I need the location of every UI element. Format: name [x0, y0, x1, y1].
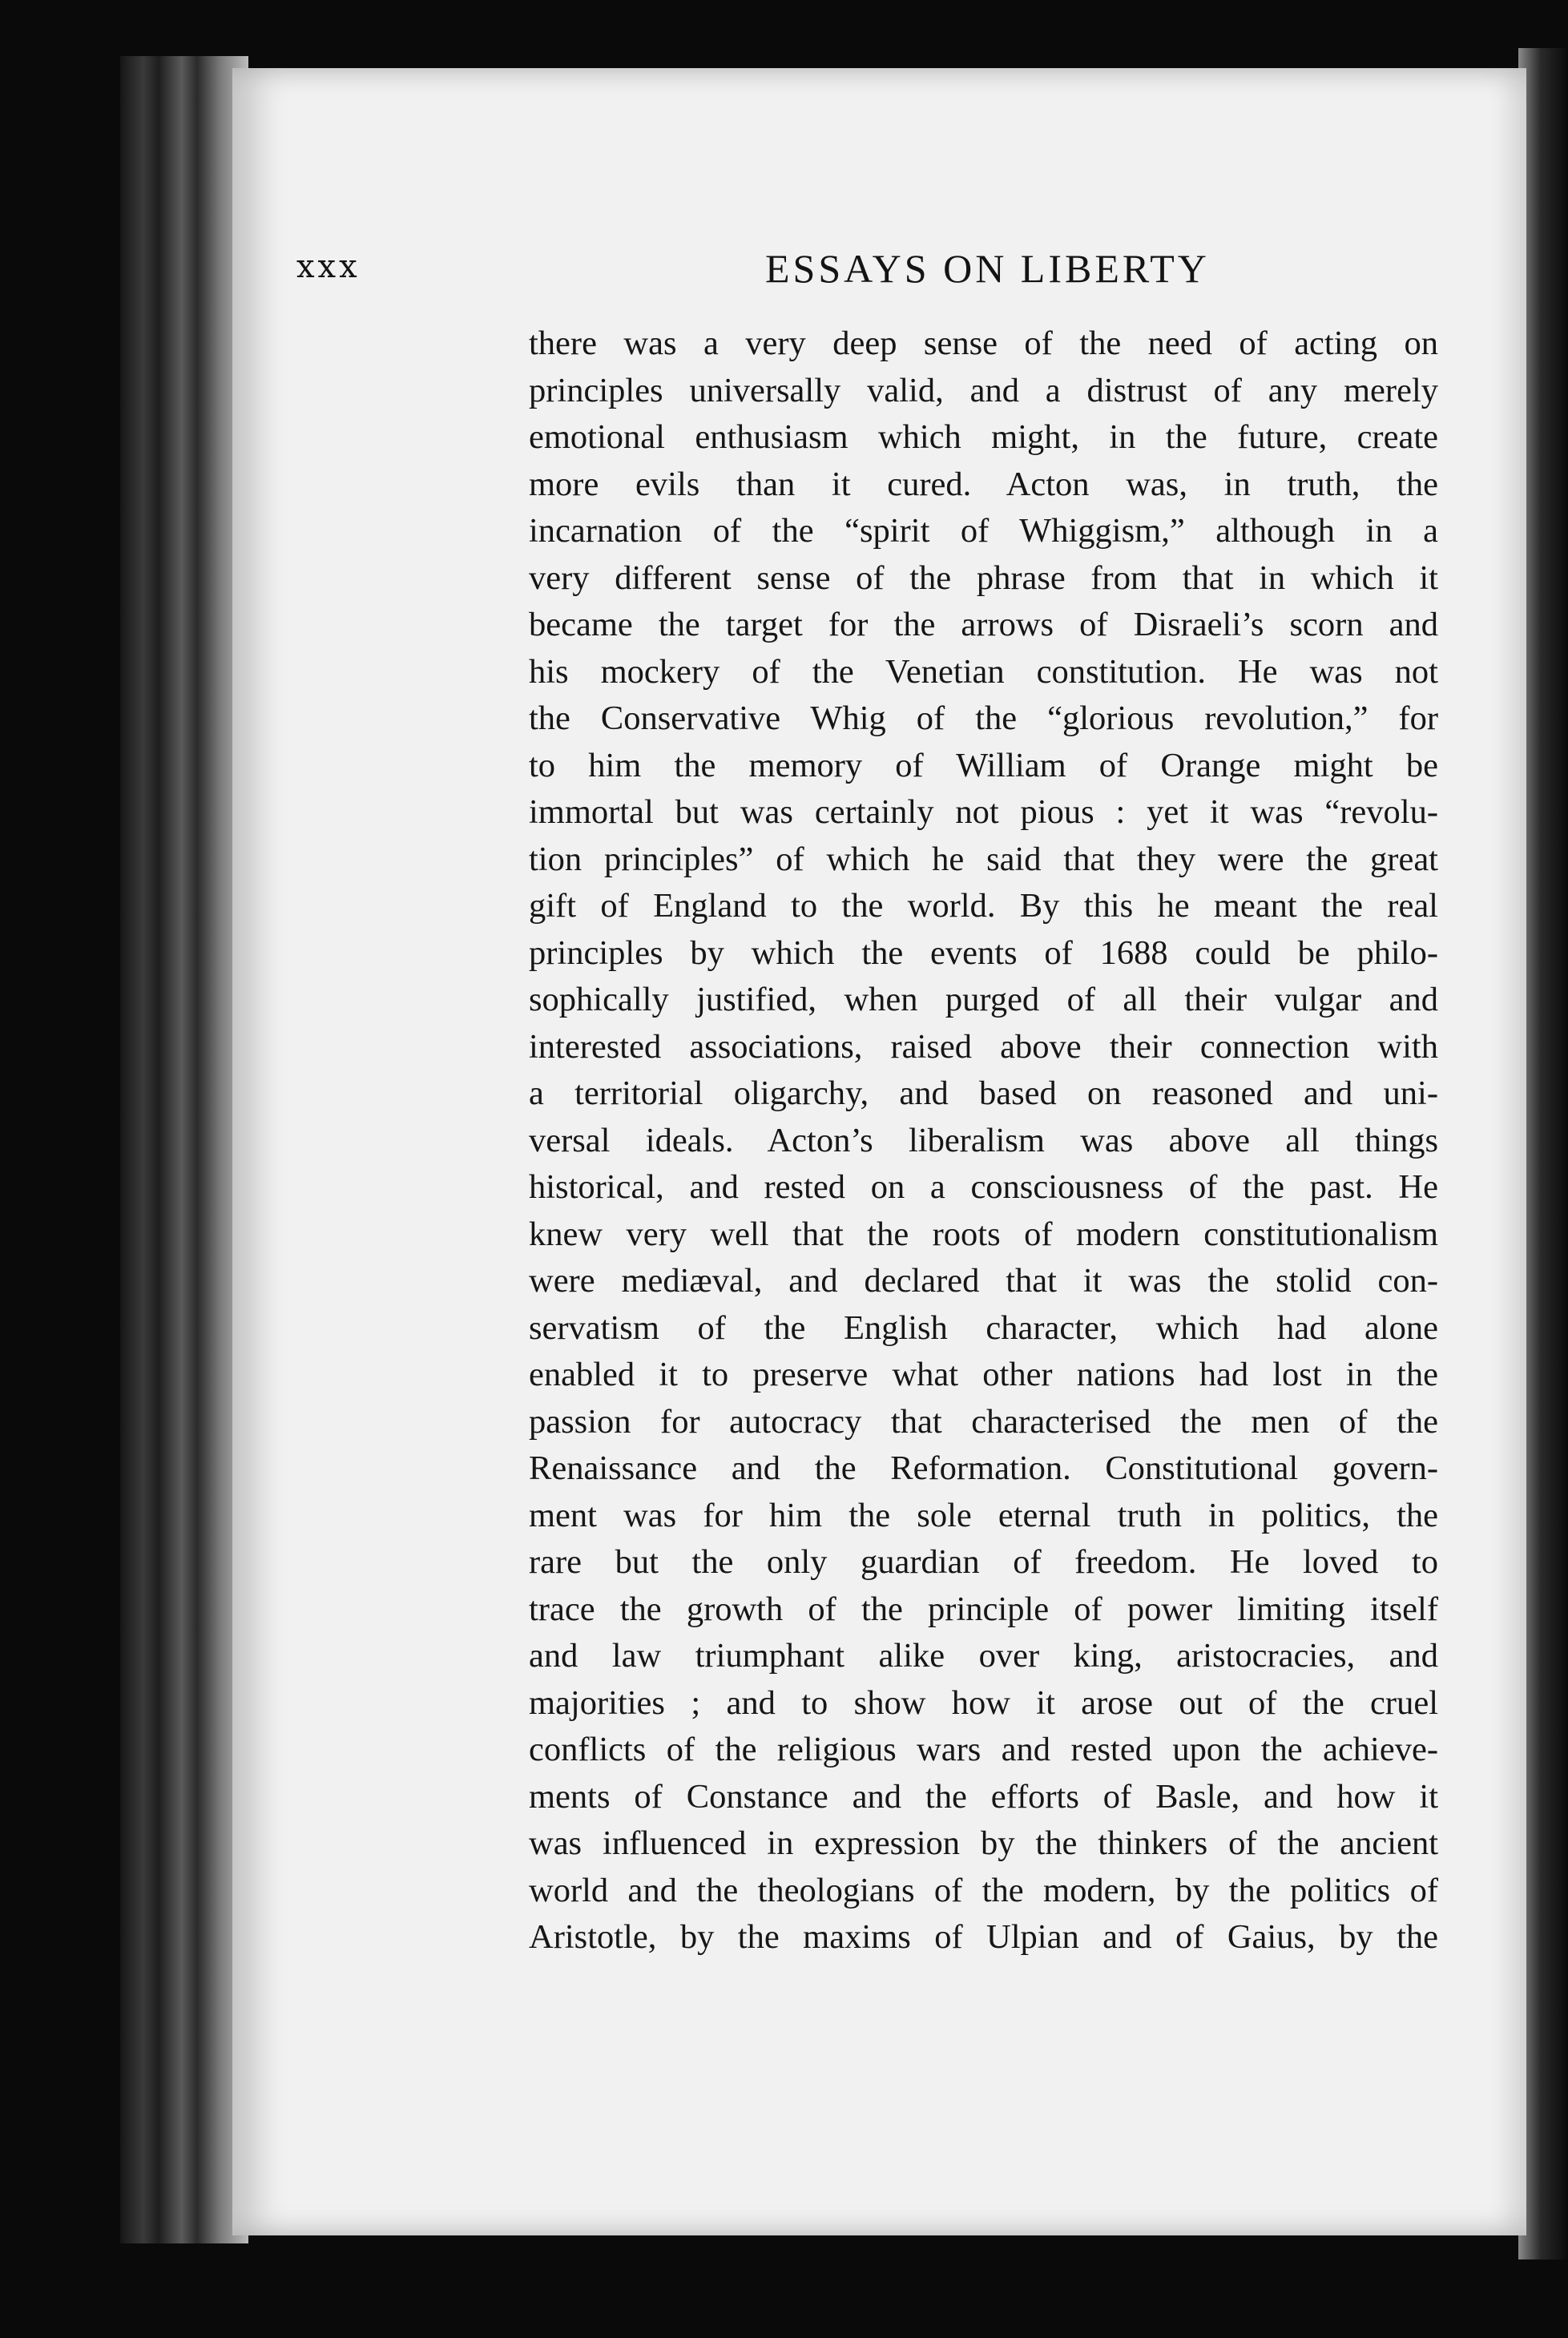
- text-line: conflicts of the religious wars and rested upon the achieve-: [529, 1731, 1438, 1768]
- book-binding-gutter: [120, 56, 248, 2243]
- text-line: immortal but was certainly not pious : yet it was “revolu-: [529, 793, 1438, 831]
- text-line: his mockery of the Venetian constitution. He was not: [529, 652, 1438, 691]
- text-line: trace the growth of the principle of power limiting itself: [529, 1590, 1438, 1628]
- text-line: were mediæval, and declared that it was the stolid con-: [529, 1262, 1438, 1300]
- text-line: incarnation of the “spirit of Whiggism,” although in a: [529, 512, 1438, 550]
- text-line: tion principles” of which he said that they were the great: [529, 840, 1438, 878]
- text-line: was influenced in expression by the thinkers of the ancient: [529, 1824, 1438, 1862]
- text-line: there was a very deep sense of the need of acting on: [529, 324, 1438, 362]
- text-line: gift of England to the world. By this he meant the real: [529, 887, 1438, 925]
- text-line: knew very well that the roots of modern constitutionalism: [529, 1215, 1438, 1253]
- text-line: emotional enthusiasm which might, in the future, create: [529, 418, 1438, 456]
- text-line: historical, and rested on a consciousness of the past. He: [529, 1168, 1438, 1206]
- text-line: became the target for the arrows of Disraeli’s scorn and: [529, 606, 1438, 643]
- text-line: servatism of the English character, which had alone: [529, 1308, 1438, 1347]
- text-line: and law triumphant alike over king, aristocracies, and: [529, 1637, 1438, 1675]
- text-line: rare but the only guardian of freedom. He loved to: [529, 1543, 1438, 1581]
- text-line: world and the theologians of the modern, by the politics of: [529, 1871, 1438, 1909]
- text-line: enabled it to preserve what other nations had lost in the: [529, 1356, 1438, 1393]
- text-line: principles universally valid, and a distrust of any merely: [529, 371, 1438, 409]
- text-line: more evils than it cured. Acton was, in truth, the: [529, 465, 1438, 503]
- text-line: Aristotle, by the maxims of Ulpian and of Gaius, by the: [529, 1918, 1438, 1956]
- text-line: principles by which the events of 1688 could be philo-: [529, 933, 1438, 972]
- text-line: majorities ; and to show how it arose out of the cruel: [529, 1683, 1438, 1722]
- text-line: sophically justified, when purged of all their vulgar and: [529, 981, 1438, 1018]
- body-paragraph: [529, 320, 1438, 1961]
- text-line: a territorial oligarchy, and based on reasoned and uni-: [529, 1074, 1438, 1112]
- text-line: to him the memory of William of Orange might be: [529, 746, 1438, 784]
- page-header: [0, 248, 1568, 296]
- text-line: the Conservative Whig of the “glorious revolution,” for: [529, 699, 1438, 737]
- text-line: very different sense of the phrase from that in which it: [529, 558, 1438, 597]
- page-number: xxx: [296, 248, 361, 285]
- text-line: ments of Constance and the efforts of Basle, and how it: [529, 1777, 1438, 1816]
- text-line: interested associations, raised above their connection with: [529, 1027, 1438, 1066]
- text-line: passion for autocracy that characterised the men of the: [529, 1402, 1438, 1441]
- text-line: Renaissance and the Reformation. Constitutional govern-: [529, 1449, 1438, 1487]
- text-line: versal ideals. Acton’s liberalism was above all things: [529, 1121, 1438, 1159]
- running-title: ESSAYS ON LIBERTY: [765, 246, 1210, 291]
- text-line: ment was for him the sole eternal truth in politics, the: [529, 1496, 1438, 1534]
